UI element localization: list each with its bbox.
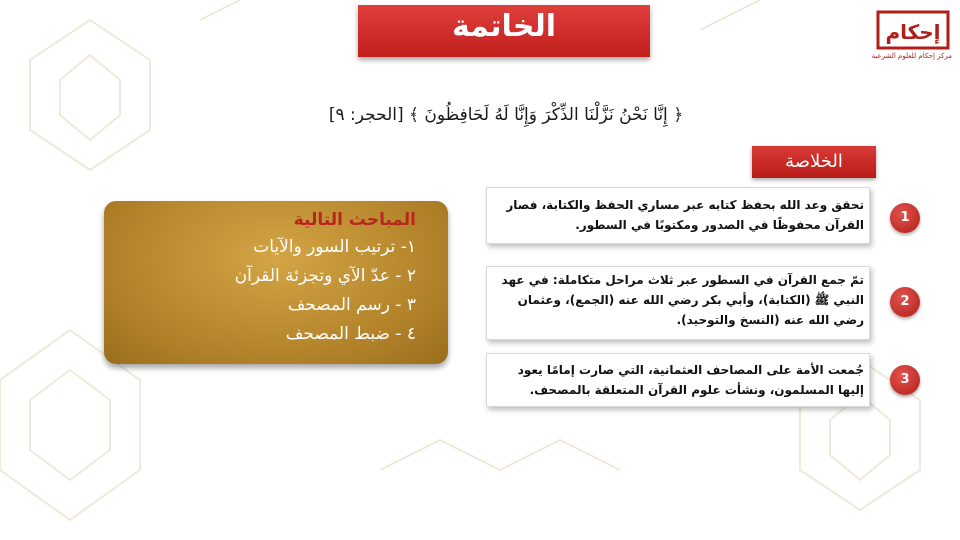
topic-item-3: ٣ - رسم المصحف <box>287 295 416 315</box>
summary-point-1: تحقق وعد الله بحفظ كتابه عبر مساري الحفظ والكتابة، فصار القرآن محفوظًا في الصدور ومكتوبًا في السطور. <box>486 187 870 244</box>
topic-item-1: ١- ترتيب السور والآيات <box>253 237 416 257</box>
logo-mark-text: إحكام <box>885 20 941 44</box>
logo-subtitle: مركز إحكام للعلوم الشرعية <box>871 52 952 60</box>
point-number-badge-3: 3 <box>890 365 920 395</box>
brand-logo <box>871 8 952 78</box>
quran-verse: ﴿ إِنَّا نَحْنُ نَزَّلْنَا الذِّكْرَ وَإِنَّا لَهُ لَحَافِظُونَ ﴾ [الحجر: ٩] <box>328 105 684 125</box>
slide-title: الخاتمة <box>358 5 650 57</box>
ihkam-logo-icon <box>876 8 950 52</box>
topics-panel <box>104 201 448 364</box>
topic-item-4: ٤ - ضبط المصحف <box>285 324 416 344</box>
summary-label: الخلاصة <box>752 146 876 178</box>
topic-item-2: ٢ - عدّ الآي وتجزئة القرآن <box>234 266 416 286</box>
summary-point-3: جُمعت الأمة على المصاحف العثمانية، التي صارت إمامًا يعود إليها المسلمون، ونشأت علوم القرآن المتعلقة بالمصحف. <box>486 353 870 407</box>
point-number-badge-1: 1 <box>890 203 920 233</box>
summary-point-2: تمّ جمع القرآن في السطور عبر ثلاث مراحل متكاملة: في عهد النبي ﷺ (الكتابة)، وأبي بكر رضي الله عنه (الجمع)، وعثمان رضي الله عنه (النسخ والتوحيد). <box>486 266 870 340</box>
topics-heading: المباحث التالية <box>293 210 416 230</box>
point-number-badge-2: 2 <box>890 287 920 317</box>
